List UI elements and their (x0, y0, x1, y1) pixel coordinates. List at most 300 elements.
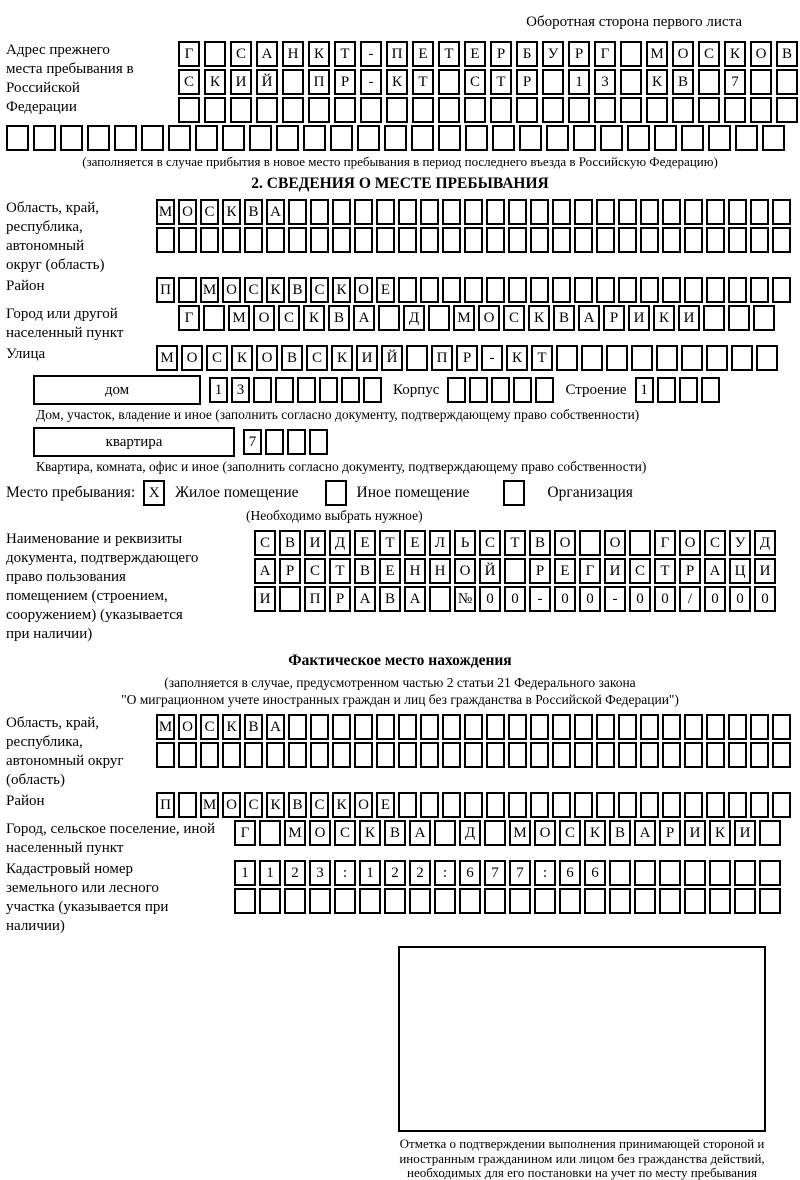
char-cell (530, 277, 549, 303)
char-cell (627, 125, 650, 151)
house-note: Дом, участок, владение и иное (заполнить согласно документу, подтверждающему право собственности) (36, 407, 640, 422)
char-cell (706, 227, 725, 253)
prev-address-row-1 (178, 41, 800, 67)
char-cell (386, 97, 408, 123)
char-cell (750, 69, 772, 95)
char-cell: О (309, 820, 331, 846)
char-cell (256, 97, 278, 123)
char-cell: К (204, 69, 226, 95)
char-cell (581, 345, 603, 371)
char-cell (504, 558, 526, 584)
char-cell (516, 97, 538, 123)
char-cell: 0 (504, 586, 526, 612)
char-cell (168, 125, 191, 151)
house-label-box: дом (33, 375, 201, 405)
char-cell (310, 199, 329, 225)
char-cell (234, 888, 256, 914)
char-cell (398, 199, 417, 225)
char-cell: Р (679, 558, 701, 584)
char-cell: Е (379, 558, 401, 584)
char-cell: Д (403, 305, 425, 331)
doc-rows (254, 530, 779, 612)
char-cell (464, 742, 483, 768)
char-cell (735, 125, 758, 151)
char-cell (398, 227, 417, 253)
char-cell: - (481, 345, 503, 371)
char-cell: С (178, 69, 200, 95)
char-cell (464, 714, 483, 740)
char-cell (178, 227, 197, 253)
stroenie-cells (635, 377, 723, 403)
prev-address-field (6, 41, 794, 123)
char-cell (750, 227, 769, 253)
char-cell (724, 97, 746, 123)
char-cell (640, 227, 659, 253)
char-cell (276, 125, 299, 151)
char-cell: М (156, 199, 175, 225)
char-cell: 6 (584, 860, 606, 886)
char-cell (629, 530, 651, 556)
char-cell: О (222, 792, 241, 818)
char-cell (442, 714, 461, 740)
char-cell: С (244, 277, 263, 303)
char-cell (87, 125, 110, 151)
char-cell (546, 125, 569, 151)
char-cell: К (506, 345, 528, 371)
char-cell (759, 860, 781, 886)
char-cell (249, 125, 272, 151)
char-cell (141, 125, 164, 151)
char-cell (750, 277, 769, 303)
char-cell: М (200, 277, 219, 303)
char-cell (772, 792, 791, 818)
char-cell (672, 97, 694, 123)
char-cell (434, 888, 456, 914)
char-cell: А (578, 305, 600, 331)
fact-region-field (6, 714, 794, 790)
char-cell (684, 888, 706, 914)
char-cell (282, 69, 304, 95)
char-cell: Р (568, 41, 590, 67)
char-cell: О (534, 820, 556, 846)
char-cell: Т (490, 69, 512, 95)
char-cell (406, 345, 428, 371)
char-cell: К (359, 820, 381, 846)
prev-address-note: (заполняется в случае прибытия в новое место пребывания в период последнего въезда в Российскую Федерацию) (82, 154, 718, 169)
char-cell (698, 69, 720, 95)
char-cell (772, 199, 791, 225)
char-cell (442, 227, 461, 253)
char-cell: Р (279, 558, 301, 584)
stay-option-residential-label: Жилое помещение (175, 484, 299, 501)
char-cell: 0 (729, 586, 751, 612)
char-cell (734, 888, 756, 914)
char-cell: И (754, 558, 776, 584)
char-cell (420, 227, 439, 253)
char-cell: С (310, 277, 329, 303)
char-cell: Р (659, 820, 681, 846)
char-cell (703, 305, 725, 331)
char-cell: В (379, 586, 401, 612)
char-cell: В (776, 41, 798, 67)
char-cell: Р (603, 305, 625, 331)
char-cell (491, 377, 510, 403)
actual-location-title: Фактическое место нахождения (288, 652, 512, 669)
char-cell (656, 345, 678, 371)
char-cell (574, 277, 593, 303)
char-cell: А (256, 41, 278, 67)
fact-district-field (6, 792, 794, 818)
char-cell (731, 345, 753, 371)
char-cell (706, 714, 725, 740)
char-cell (530, 199, 549, 225)
stay-option-other-checkbox (325, 480, 347, 506)
char-cell: У (542, 41, 564, 67)
char-cell: В (244, 199, 263, 225)
char-cell (734, 860, 756, 886)
char-cell (259, 820, 281, 846)
stay-option-organization-checkbox (503, 480, 525, 506)
char-cell (384, 125, 407, 151)
char-cell (332, 742, 351, 768)
char-cell: И (254, 586, 276, 612)
char-cell (634, 888, 656, 914)
char-cell (114, 125, 137, 151)
char-cell: С (334, 820, 356, 846)
char-cell (709, 860, 731, 886)
char-cell: И (230, 69, 252, 95)
char-cell (266, 227, 285, 253)
char-cell: 7 (484, 860, 506, 886)
char-cell: П (386, 41, 408, 67)
fact-region-rows (156, 714, 794, 768)
char-cell (464, 97, 486, 123)
char-cell (354, 199, 373, 225)
char-cell (759, 820, 781, 846)
house-row (6, 375, 794, 405)
char-cell (222, 742, 241, 768)
char-cell: В (288, 792, 307, 818)
char-cell (681, 345, 703, 371)
char-cell (662, 277, 681, 303)
char-cell: А (266, 714, 285, 740)
char-cell: Т (334, 41, 356, 67)
char-cell: Е (376, 792, 395, 818)
char-cell (772, 742, 791, 768)
char-cell (284, 888, 306, 914)
fact-city-row (234, 820, 784, 846)
stay-type-note: (Необходимо выбрать нужное) (246, 508, 423, 523)
char-cell: Й (381, 345, 403, 371)
char-cell: Т (504, 530, 526, 556)
stay-option-organization-label: Организация (547, 484, 633, 501)
char-cell: К (331, 345, 353, 371)
char-cell: : (334, 860, 356, 886)
char-cell: Р (529, 558, 551, 584)
char-cell: М (228, 305, 250, 331)
char-cell (574, 714, 593, 740)
char-cell (654, 125, 677, 151)
char-cell: И (734, 820, 756, 846)
char-cell (596, 714, 615, 740)
char-cell: : (534, 860, 556, 886)
stay-type-label: Место пребывания: (6, 484, 136, 501)
prev-address-row-3 (178, 97, 800, 123)
char-cell (684, 199, 703, 225)
char-cell: А (266, 199, 285, 225)
char-cell (442, 277, 461, 303)
char-cell (508, 277, 527, 303)
char-cell (357, 125, 380, 151)
char-cell (484, 888, 506, 914)
char-cell (354, 227, 373, 253)
char-cell (464, 277, 483, 303)
char-cell: А (353, 305, 375, 331)
char-cell: И (604, 558, 626, 584)
apartment-note: Квартира, комната, офис и иное (заполнить согласно документу, подтверждающему право собственности) (36, 459, 647, 474)
char-cell: А (634, 820, 656, 846)
char-cell: И (684, 820, 706, 846)
char-cell (750, 199, 769, 225)
char-cell: М (284, 820, 306, 846)
char-cell: О (750, 41, 772, 67)
char-cell (376, 714, 395, 740)
char-cell (596, 742, 615, 768)
char-cell: С (698, 41, 720, 67)
doc-label: Наименование и реквизиты документа, подтверждающего право пользования помещением (строением, сооружением) (указывается при наличии) (6, 531, 199, 642)
char-cell (438, 97, 460, 123)
char-cell: 0 (654, 586, 676, 612)
district-field (6, 277, 794, 303)
char-cell (465, 125, 488, 151)
char-cell (319, 377, 338, 403)
char-cell (657, 377, 676, 403)
char-cell (600, 125, 623, 151)
char-cell (776, 97, 798, 123)
fact-district-label: Район (6, 793, 45, 809)
stroenie-label: Строение (565, 381, 627, 398)
char-cell (486, 277, 505, 303)
apartment-row (6, 427, 794, 457)
char-cell: О (178, 199, 197, 225)
char-cell: О (253, 305, 275, 331)
char-cell: Д (459, 820, 481, 846)
char-cell: В (279, 530, 301, 556)
char-cell (594, 97, 616, 123)
char-cell: П (156, 277, 175, 303)
char-cell: В (529, 530, 551, 556)
char-cell: С (200, 714, 219, 740)
char-cell (706, 199, 725, 225)
char-cell (178, 742, 197, 768)
char-cell (287, 429, 306, 455)
char-cell (513, 377, 532, 403)
char-cell: М (646, 41, 668, 67)
char-cell: В (328, 305, 350, 331)
char-cell: А (254, 558, 276, 584)
char-cell: 3 (309, 860, 331, 886)
char-cell (222, 227, 241, 253)
stay-option-other-label: Иное помещение (356, 484, 470, 501)
char-cell (684, 742, 703, 768)
prev-address-rows (178, 41, 800, 123)
char-cell (706, 277, 725, 303)
char-cell (378, 305, 400, 331)
char-cell (303, 125, 326, 151)
char-cell: А (704, 558, 726, 584)
char-cell (486, 742, 505, 768)
char-cell: Н (282, 41, 304, 67)
char-cell (728, 742, 747, 768)
actual-location-note-line2: "О миграционном учете иностранных граждан и лиц без гражданства в Российской Федерации") (121, 692, 679, 707)
char-cell (659, 888, 681, 914)
char-cell: № (454, 586, 476, 612)
char-cell: В (609, 820, 631, 846)
char-cell (679, 377, 698, 403)
char-cell: В (281, 345, 303, 371)
district-row (156, 277, 794, 303)
char-cell (178, 97, 200, 123)
char-cell: 2 (384, 860, 406, 886)
char-cell: С (244, 792, 263, 818)
char-cell (552, 742, 571, 768)
char-cell (420, 742, 439, 768)
cadastral-row-2 (234, 888, 784, 914)
char-cell (6, 125, 29, 151)
char-cell (464, 199, 483, 225)
char-cell: И (304, 530, 326, 556)
char-cell: Г (234, 820, 256, 846)
char-cell (334, 97, 356, 123)
char-cell: Е (404, 530, 426, 556)
char-cell: М (200, 792, 219, 818)
char-cell: 3 (594, 69, 616, 95)
char-cell (288, 227, 307, 253)
char-cell: П (304, 586, 326, 612)
prev-address-overflow-row (6, 125, 794, 151)
char-cell (709, 888, 731, 914)
char-cell (360, 97, 382, 123)
char-cell: С (559, 820, 581, 846)
char-cell: К (332, 792, 351, 818)
char-cell (376, 227, 395, 253)
char-cell: К (646, 69, 668, 95)
char-cell (178, 277, 197, 303)
char-cell: : (434, 860, 456, 886)
char-cell (772, 714, 791, 740)
char-cell (698, 97, 720, 123)
char-cell: О (256, 345, 278, 371)
char-cell (706, 742, 725, 768)
char-cell: Р (329, 586, 351, 612)
char-cell: - (360, 69, 382, 95)
region-field (6, 199, 794, 275)
char-cell (376, 742, 395, 768)
char-cell: Г (654, 530, 676, 556)
char-cell: Д (754, 530, 776, 556)
char-cell: В (384, 820, 406, 846)
char-cell (574, 227, 593, 253)
char-cell (412, 97, 434, 123)
char-cell: К (266, 792, 285, 818)
char-cell (662, 742, 681, 768)
char-cell: М (453, 305, 475, 331)
char-cell: Г (594, 41, 616, 67)
char-cell: Б (516, 41, 538, 67)
char-cell: Е (376, 277, 395, 303)
char-cell: О (672, 41, 694, 67)
char-cell: Л (429, 530, 451, 556)
char-cell (772, 277, 791, 303)
char-cell (265, 429, 284, 455)
fact-region-row-2 (156, 742, 794, 768)
char-cell (253, 377, 272, 403)
char-cell (574, 792, 593, 818)
char-cell (750, 742, 769, 768)
city-label: Город или другой населенный пункт (6, 306, 124, 341)
char-cell: С (479, 530, 501, 556)
char-cell (574, 199, 593, 225)
char-cell (341, 377, 360, 403)
char-cell (701, 377, 720, 403)
char-cell: С (306, 345, 328, 371)
region-row-1 (156, 199, 794, 225)
char-cell: Р (334, 69, 356, 95)
char-cell (728, 714, 747, 740)
char-cell (530, 714, 549, 740)
char-cell (750, 792, 769, 818)
char-cell: С (206, 345, 228, 371)
char-cell (634, 860, 656, 886)
char-cell (398, 742, 417, 768)
char-cell: К (231, 345, 253, 371)
char-cell (332, 199, 351, 225)
char-cell (310, 742, 329, 768)
prev-address-label: Адрес прежнего места пребывания в Российской Федерации (6, 42, 134, 115)
char-cell: Н (404, 558, 426, 584)
char-cell (750, 714, 769, 740)
char-cell: К (709, 820, 731, 846)
char-cell (552, 792, 571, 818)
char-cell (354, 714, 373, 740)
char-cell (640, 714, 659, 740)
char-cell (411, 125, 434, 151)
char-cell: К (222, 714, 241, 740)
char-cell (728, 277, 747, 303)
char-cell (200, 742, 219, 768)
char-cell (438, 69, 460, 95)
char-cell (332, 227, 351, 253)
char-cell (640, 792, 659, 818)
char-cell (534, 888, 556, 914)
char-cell (409, 888, 431, 914)
char-cell: О (679, 530, 701, 556)
char-cell: Р (516, 69, 538, 95)
street-field (6, 345, 794, 371)
doc-row-3 (254, 586, 779, 612)
char-cell: О (478, 305, 500, 331)
house-cells (209, 377, 385, 403)
char-cell: 0 (554, 586, 576, 612)
korpus-cells (447, 377, 557, 403)
char-cell: О (554, 530, 576, 556)
char-cell: К (724, 41, 746, 67)
char-cell (310, 714, 329, 740)
char-cell (584, 888, 606, 914)
char-cell: С (278, 305, 300, 331)
char-cell: 1 (359, 860, 381, 886)
char-cell (376, 199, 395, 225)
